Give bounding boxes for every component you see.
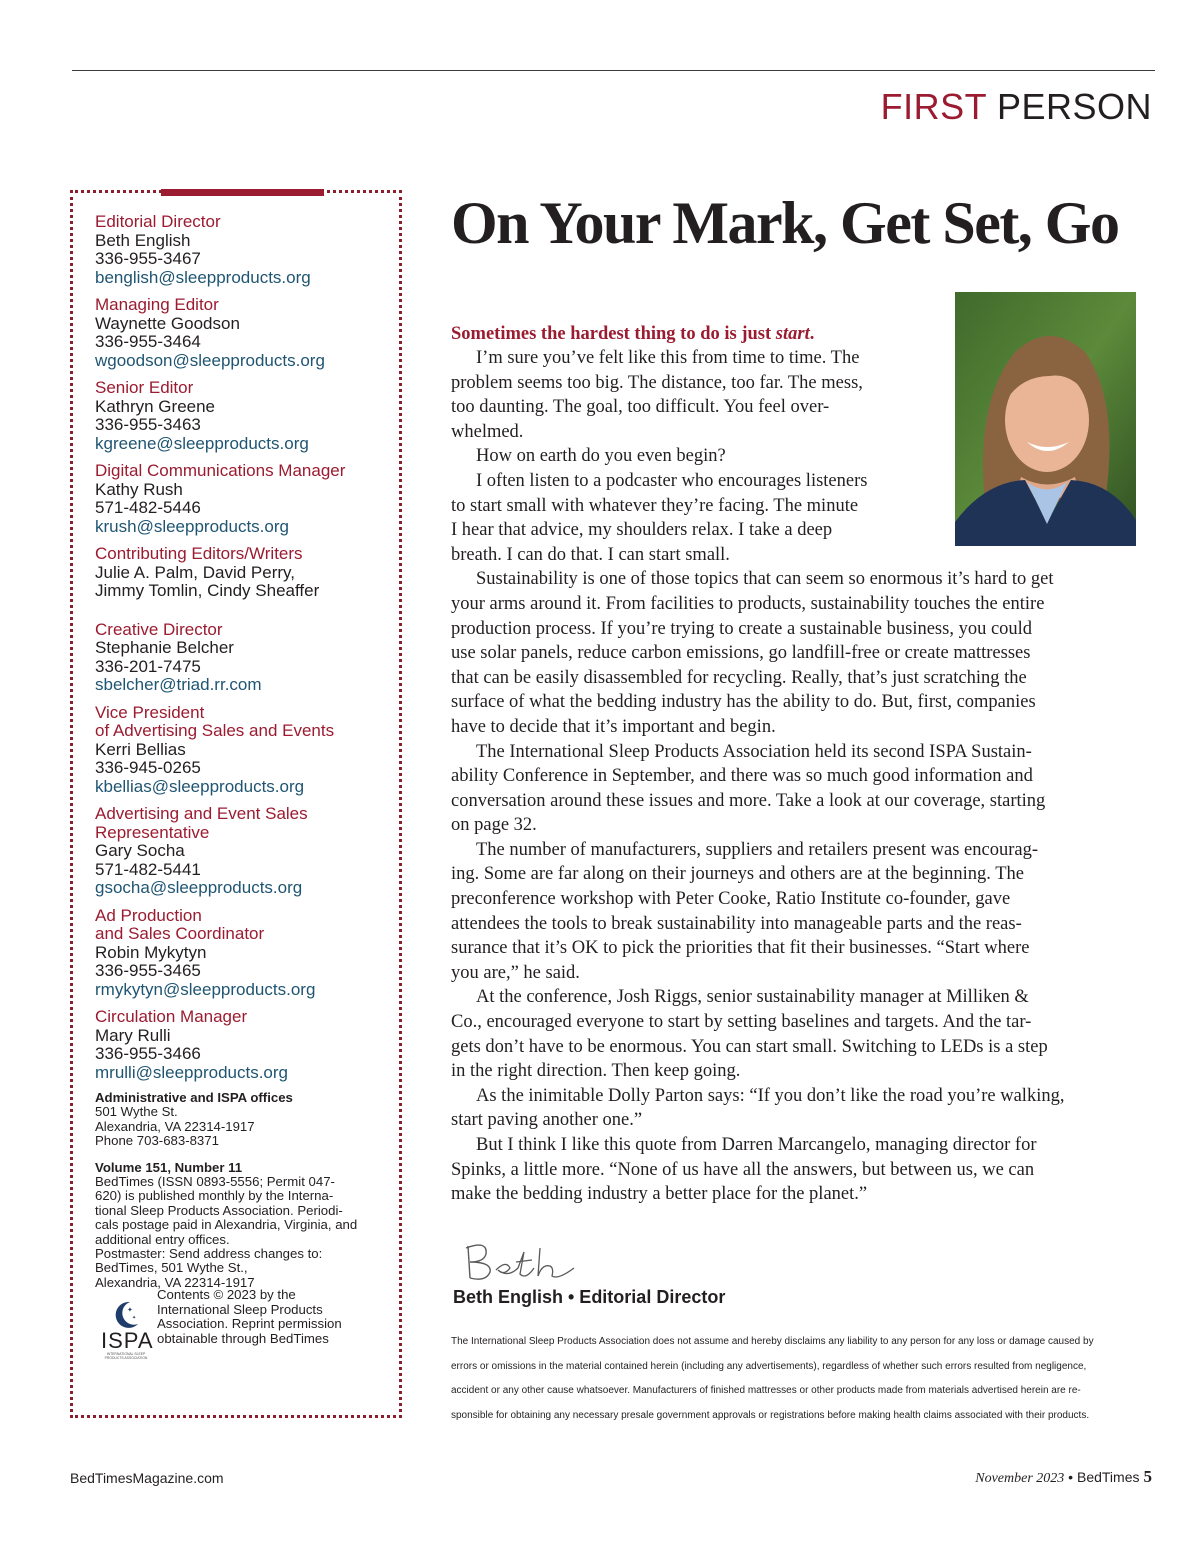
section-heading	[881, 86, 1152, 128]
moon-stars-icon	[110, 1300, 142, 1330]
staff-entry	[95, 704, 395, 797]
staff-role: Advertising and Event Sales	[95, 804, 308, 823]
disclaimer-line: sponsible for obtaining any necessary presale government approvals or registrations before making health claims associated with their products.	[451, 1409, 1090, 1421]
copyright-line: obtainable through BedTimes	[157, 1330, 329, 1346]
section-heading-rest: PERSON	[986, 86, 1152, 127]
body-line: too daunting. The goal, too difficult. You feel over-	[451, 397, 830, 418]
offices-line: Alexandria, VA 22314-1917	[95, 1118, 255, 1134]
volume-line: Alexandria, VA 22314-1917	[95, 1274, 255, 1290]
body-line: conversation around these issues and more. Take a look at our coverage, starting	[451, 790, 1046, 811]
svg-text:✦: ✦	[127, 1306, 133, 1315]
ispa-logo-fine: INTERNATIONAL SLEEP	[106, 1352, 146, 1357]
staff-email-link[interactable]: sbelcher@triad.rr.com	[95, 675, 262, 694]
ispa-logo-text: ISPA	[101, 1328, 154, 1354]
body-line: problem seems too big. The distance, too far. The mess,	[451, 372, 863, 393]
staff-name: Mary Rulli	[95, 1025, 171, 1045]
staff-name: Stephanie Belcher	[95, 638, 234, 657]
ispa-logo-fine: PRODUCTS ASSOCIATION	[104, 1356, 148, 1361]
staff-name: Kerri Bellias	[95, 739, 186, 759]
staff-role: Creative Director	[95, 619, 223, 639]
staff-phone: 336-945-0265	[95, 758, 201, 777]
volume-block	[95, 1161, 395, 1291]
staff-email-link[interactable]: kgreene@sleepproducts.org	[95, 433, 309, 453]
staff-names: Julie A. Palm, David Perry,	[95, 562, 295, 582]
staff-phone: 336-955-3465	[95, 961, 201, 980]
staff-role: Representative	[95, 822, 210, 842]
body-line: How on earth do you even begin?	[476, 446, 726, 467]
staff-role: Managing Editor	[95, 295, 219, 314]
copyright-line: International Sleep Products	[157, 1301, 323, 1317]
page-number: 5	[1143, 1467, 1152, 1486]
footer-separator: •	[1064, 1469, 1077, 1485]
offices-block	[95, 1091, 395, 1149]
svg-text:✦: ✦	[132, 1315, 137, 1322]
offices-line: 501 Wythe St.	[95, 1104, 178, 1120]
staff-entry	[95, 1008, 395, 1082]
disclaimer	[451, 1330, 1151, 1428]
copyright-notice	[157, 1288, 377, 1346]
body-line: Co., encouraged everyone to start by setting baselines and targets. And the tar-	[451, 1012, 1032, 1033]
staff-role: of Advertising Sales and Events	[95, 721, 335, 740]
offices-line: Phone 703-683-8371	[95, 1133, 219, 1149]
body-line: I hear that advice, my shoulders relax. I take a deep	[451, 520, 833, 541]
staff-phone: 336-201-7475	[95, 656, 201, 676]
volume-line: BedTimes, 501 Wythe St.,	[95, 1260, 248, 1276]
staff-name: Beth English	[95, 230, 191, 250]
staff-email-link[interactable]: krush@sleepproducts.org	[95, 516, 289, 536]
staff-phone: 571-482-5446	[95, 498, 201, 517]
footer-folio	[975, 1467, 1152, 1487]
body-line: that can be easily disassembled for recycling. Really, that’s just scratching the	[451, 667, 1027, 688]
staff-name: Robin Mykytyn	[95, 942, 207, 962]
footer-date: November 2023	[975, 1471, 1065, 1486]
staff-phone: 336-955-3464	[95, 332, 201, 351]
body-line: make the bedding industry a better place for the planet.”	[451, 1184, 868, 1205]
body-line: attendees the tools to break sustainability into manageable parts and the reas-	[451, 913, 1022, 934]
staff-role: Editorial Director	[95, 212, 221, 231]
staff-name: Kathy Rush	[95, 479, 183, 499]
staff-phone: 571-482-5441	[95, 859, 201, 879]
body-line: ing. Some are far along on their journeys and others are at the beginning. The	[451, 864, 1024, 885]
staff-email-link[interactable]: wgoodson@sleepproducts.org	[95, 350, 325, 370]
staff-entry	[95, 907, 395, 1000]
staff-entry	[95, 213, 395, 287]
body-line: to start small with whatever they’re facing. The minute	[451, 495, 859, 516]
staff-role: Contributing Editors/Writers	[95, 544, 303, 563]
body-line: in the right direction. Then keep going.	[451, 1061, 741, 1082]
article-headline: On Your Mark, Get Set, Go	[451, 190, 1119, 256]
staff-email-link[interactable]: mrulli@sleepproducts.org	[95, 1062, 289, 1082]
volume-line: additional entry offices.	[95, 1231, 230, 1247]
staff-role: Digital Communications Manager	[95, 461, 346, 480]
body-line: you are,” he said.	[451, 962, 580, 983]
staff-name: Gary Socha	[95, 841, 185, 860]
masthead-tab-bar	[161, 189, 324, 196]
volume-line: BedTimes (ISSN 0893-5556; Permit 047-	[95, 1174, 335, 1190]
body-line: gets don’t have to be enormous. You can start small. Switching to LEDs is a step	[451, 1036, 1048, 1057]
staff-role: Ad Production	[95, 905, 202, 925]
body-line: start paving another one.”	[451, 1110, 643, 1131]
staff-name: Waynette Goodson	[95, 313, 240, 333]
disclaimer-line: accident or any other cause whatsoever. Manufacturers of finished mattresses or other products made from materials advertised herein are re-	[451, 1385, 1081, 1396]
footer-publication: BedTimes	[1076, 1469, 1140, 1485]
staff-list	[95, 213, 395, 1366]
body-line: breath. I can do that. I can start small.	[451, 544, 730, 565]
staff-names: Jimmy Tomlin, Cindy Sheaffer	[95, 581, 320, 600]
lede-emphasis: start	[775, 324, 810, 344]
volume-line: cals postage paid in Alexandria, Virginia, and	[95, 1217, 358, 1233]
staff-email-link[interactable]: kbellias@sleepproducts.org	[95, 776, 305, 796]
staff-email-link[interactable]: benglish@sleepproducts.org	[95, 267, 311, 287]
body-line: As the inimitable Dolly Parton says: “If you don’t like the road you’re walking,	[476, 1085, 1065, 1106]
copyright-row	[95, 1288, 395, 1366]
staff-role: Senior Editor	[95, 378, 194, 397]
staff-phone: 336-955-3463	[95, 415, 201, 434]
body-line: surface of what the bedding industry has the ability to do. But, first, companies	[451, 692, 1036, 713]
staff-entry	[95, 621, 395, 695]
body-line: At the conference, Josh Riggs, senior sustainability manager at Milliken &	[476, 987, 1029, 1008]
copyright-line: Contents © 2023 by the	[157, 1287, 296, 1303]
staff-entry	[95, 805, 395, 898]
staff-entry	[95, 462, 395, 536]
staff-email-link[interactable]: gsocha@sleepproducts.org	[95, 878, 303, 897]
signoff: Beth English • Editorial Director	[453, 1287, 726, 1307]
top-rule	[72, 70, 1155, 71]
volume-line: 620) is published monthly by the Interna-	[95, 1188, 334, 1204]
volume-line: Postmaster: Send address changes to:	[95, 1246, 323, 1262]
staff-entry	[95, 379, 395, 453]
ispa-logo	[101, 1300, 154, 1361]
staff-entry	[95, 545, 395, 601]
offices-heading: Administrative and ISPA offices	[95, 1090, 293, 1105]
article-lede	[451, 322, 941, 347]
staff-email-link[interactable]: rmykytyn@sleepproducts.org	[95, 979, 316, 999]
body-line: I’m sure you’ve felt like this from time to time. The	[476, 348, 860, 368]
body-line: ability Conference in September, and there was so much good information and	[451, 766, 1033, 787]
body-line: use solar panels, reduce carbon emissions, go landfill-free or create mattresses	[451, 643, 1031, 664]
staff-name: Kathryn Greene	[95, 396, 216, 416]
article-body	[451, 346, 1141, 1207]
disclaimer-line: The International Sleep Products Association does not assume and hereby disclaims any liability to any person for any loss or damage caused by	[451, 1336, 1094, 1347]
staff-phone: 336-955-3467	[95, 249, 201, 268]
body-line: The International Sleep Products Association held its second ISPA Sustain-	[476, 741, 1032, 762]
copyright-line: Association. Reprint permission	[157, 1316, 342, 1332]
staff-role: and Sales Coordinator	[95, 924, 265, 943]
handwritten-signature	[458, 1238, 588, 1288]
body-line: Spinks, a little more. “None of us have all the answers, but between us, we can	[451, 1159, 1035, 1180]
body-line: Sustainability is one of those topics that can seem so enormous it’s hard to get	[476, 569, 1054, 590]
section-heading-accent: FIRST	[880, 86, 987, 127]
body-line: surance that it’s OK to pick the priorities that fit their businesses. “Start where	[451, 938, 1030, 959]
body-line: production process. If you’re trying to create a sustainable business, you could	[451, 618, 1033, 639]
volume-heading: Volume 151, Number 11	[95, 1159, 243, 1175]
body-line: But I think I like this quote from Darren Marcangelo, managing director for	[476, 1135, 1037, 1155]
body-line: have to decide that it’s important and begin.	[451, 716, 776, 737]
staff-phone: 336-955-3466	[95, 1044, 201, 1063]
body-line: your arms around it. From facilities to products, sustainability touches the entire	[451, 593, 1045, 614]
volume-line: tional Sleep Products Association. Periodi-	[95, 1202, 343, 1218]
staff-role: Vice President	[95, 702, 205, 722]
staff-role: Circulation Manager	[95, 1007, 248, 1026]
body-line: on page 32.	[451, 815, 537, 836]
body-line: whelmed.	[451, 421, 524, 442]
staff-entry	[95, 296, 395, 370]
body-line: The number of manufacturers, suppliers and retailers present was encourag-	[476, 839, 1038, 860]
body-line: preconference workshop with Peter Cooke, Ratio Institute co-founder, gave	[451, 889, 1011, 910]
footer-site: BedTimesMagazine.com	[70, 1470, 224, 1486]
masthead-box	[70, 190, 402, 1418]
lede-punctuation: .	[809, 324, 815, 344]
body-line: I often listen to a podcaster who encourages listeners	[476, 470, 868, 491]
disclaimer-line: errors or omissions in the material contained herein (including any advertisements), regardless of whether such errors resulted from negligence,	[451, 1360, 1087, 1372]
lede-text: Sometimes the hardest thing to do is just	[451, 324, 776, 344]
